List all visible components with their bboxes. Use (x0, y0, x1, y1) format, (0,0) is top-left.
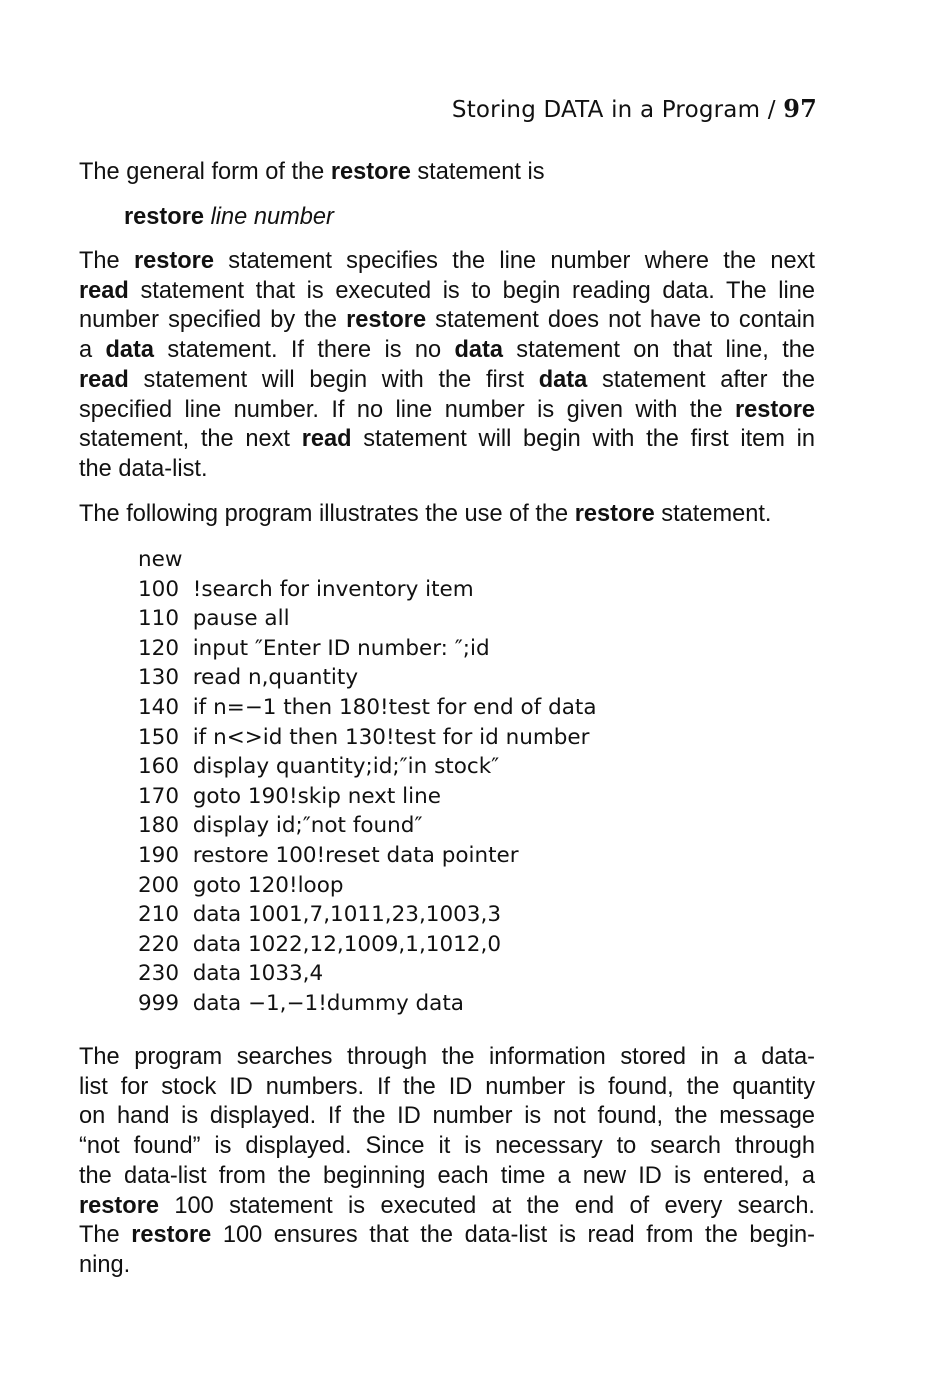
text-line (79, 306, 815, 336)
text-run: “not found” is displayed. Since it is necessary to search through (79, 1133, 815, 1160)
text-run: on hand is displayed. If the ID number is not found, the message (79, 1103, 815, 1130)
code-line: 180 display id;″not found″ (138, 813, 423, 839)
intro-text-end: statement is (410, 159, 545, 185)
keyword: read (79, 366, 129, 393)
syntax-argument: line number (210, 204, 334, 230)
paragraph-text: The following program illustrates the use of the (79, 501, 575, 527)
paragraph-text-end: statement. (654, 501, 772, 527)
paragraph-program-intro (79, 500, 815, 530)
text-run: statement does not have to contain (426, 307, 815, 334)
code-line: 170 goto 190!skip next line (138, 783, 441, 809)
code-line: 230 data 1033,4 (138, 961, 324, 987)
code-line: new (138, 547, 183, 572)
running-title: Storing DATA in a Program / (451, 97, 784, 123)
code-line: 160 display quantity;id;″in stock″ (138, 754, 500, 780)
code-line: 100 !search for inventory item (138, 576, 474, 602)
code-line: 210 data 1001,7,1011,23,1003,3 (138, 902, 502, 928)
text-line (79, 455, 815, 485)
text-run: statement specifies the line number where the next (213, 248, 815, 274)
keyword: restore (131, 1222, 212, 1249)
text-run: specified line number. If no line number is given with the (79, 396, 735, 423)
text-run: The program searches through the information stored in a data- (79, 1044, 815, 1070)
program-listing (138, 545, 597, 1019)
text-run: the data-list from the beginning each time a new ID is entered, a (79, 1162, 815, 1189)
text-line (79, 1043, 815, 1073)
code-line: 110 pause all (138, 606, 290, 632)
text-run: number specified by the (79, 307, 347, 334)
text-line (79, 1073, 815, 1103)
text-run: statement on that line, the (502, 337, 815, 364)
code-line: 190 restore 100!reset data pointer (138, 842, 519, 868)
keyword: data (454, 337, 503, 364)
keyword: read (301, 426, 352, 453)
text-line (79, 247, 815, 277)
text-line (79, 1102, 815, 1132)
code-line: 140 if n=−1 then 180!test for end of data (138, 694, 597, 720)
keyword-restore: restore (330, 159, 411, 185)
code-line: 220 data 1022,12,1009,1,1012,0 (138, 931, 502, 957)
text-line (79, 366, 815, 396)
text-run: statement. If there is no (154, 337, 455, 364)
text-run: list for stock ID numbers. If the ID number is found, the quantity (79, 1073, 815, 1100)
keyword: restore (346, 307, 427, 334)
text-line (79, 1132, 815, 1162)
paragraph-program-explanation (79, 1043, 815, 1281)
keyword: restore (735, 396, 815, 423)
code-line: 150 if n<>id then 130!test for id number (138, 724, 590, 750)
code-line: 200 goto 120!loop (138, 872, 344, 898)
general-form-syntax (124, 203, 334, 233)
intro-text: The general form of the (79, 159, 331, 185)
text-run: a (79, 337, 106, 364)
text-line (79, 1221, 815, 1251)
text-run: statement will begin with the first (128, 366, 539, 393)
text-run: statement after the (587, 366, 815, 393)
keyword: read (79, 277, 129, 304)
text-run: The (79, 1222, 132, 1249)
intro-sentence (79, 158, 815, 188)
text-line (79, 1192, 815, 1222)
text-run: 100 statement is executed at the end of every search. (159, 1192, 815, 1219)
text-line (79, 1162, 815, 1192)
text-line (79, 1251, 815, 1281)
paragraph-restore-explanation (79, 247, 815, 485)
text-run: ning. (79, 1251, 131, 1278)
text-run: statement, the next (79, 426, 302, 453)
text-line (79, 277, 815, 307)
text-line (79, 336, 815, 366)
code-line: 120 input ″Enter ID number: ″;id (138, 635, 490, 661)
keyword-restore: restore (574, 501, 655, 527)
page-number: 97 (783, 94, 817, 123)
text-line (79, 396, 815, 426)
code-line: 130 read n,quantity (138, 665, 359, 691)
text-run: 100 ensures that the data-list is read from the begin- (211, 1222, 815, 1249)
keyword: restore (133, 248, 214, 274)
running-header (452, 94, 817, 123)
text-run: statement that is executed is to begin reading data. The line (128, 277, 815, 304)
keyword: data (105, 337, 154, 364)
keyword: data (538, 366, 588, 393)
keyword: restore (79, 1192, 159, 1219)
syntax-keyword: restore (124, 204, 204, 230)
text-line (79, 425, 815, 455)
text-run: The (79, 248, 134, 274)
code-line: 999 data −1,−1!dummy data (138, 990, 464, 1016)
text-run: the data-list. (79, 455, 208, 482)
text-run: statement will begin with the first item in (351, 426, 816, 453)
